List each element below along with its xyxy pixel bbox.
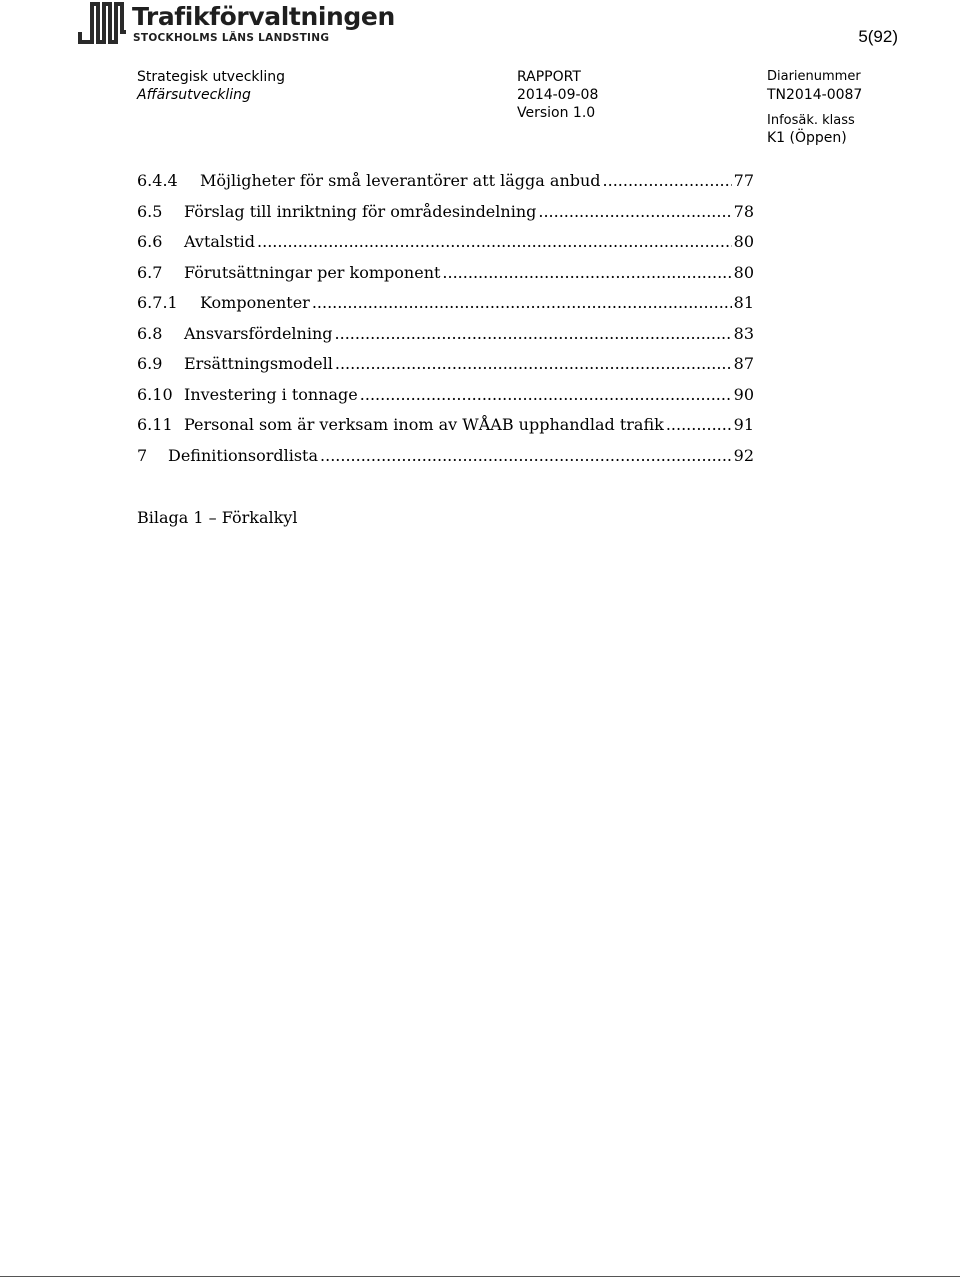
classification-label: Infosäk. klass [767, 113, 855, 128]
toc-entry-title: Förslag till inriktning för områdesindelning [184, 201, 537, 221]
toc-entry[interactable] [137, 380, 754, 411]
registration-label: Diarienummer [767, 69, 861, 84]
unit-name: Affärsutveckling [137, 87, 251, 103]
toc-entry-page: 80 [733, 232, 754, 251]
toc-entry-title: Ersättningsmodell [184, 354, 333, 373]
appendix-reference: Bilaga 1 – Förkalkyl [137, 508, 298, 527]
page-number: 5(92) [858, 27, 898, 46]
document-date: 2014-09-08 [517, 87, 599, 103]
toc-leader-dots [312, 288, 732, 319]
toc-entry-number: 6.7 [137, 262, 163, 282]
toc-entry-number: 6.6 [137, 232, 163, 251]
header-department-block [137, 68, 285, 104]
document-type: RAPPORT [517, 69, 581, 85]
toc-entry[interactable] [137, 319, 754, 350]
toc-entry-number: 6.11 [137, 415, 173, 434]
toc-entry[interactable] [137, 288, 754, 319]
toc-entry-title: Definitionsordlista [168, 445, 319, 465]
logo-title: Trafikförvaltningen [132, 2, 395, 31]
toc-entry-page: 90 [733, 384, 754, 404]
organization-logo [78, 2, 395, 46]
toc-entry-page: 83 [733, 323, 754, 343]
toc-entry-page: 92 [733, 445, 754, 465]
toc-entry[interactable] [137, 166, 754, 197]
toc-entry-number: 6.7.1 [137, 293, 178, 312]
toc-entry-title: Investering i tonnage [184, 384, 358, 404]
toc-entry-title: Ansvarsfördelning [184, 323, 333, 343]
header-document-block [517, 68, 598, 122]
toc-entry[interactable] [137, 441, 754, 472]
toc-entry-title: Förutsättningar per komponent [184, 262, 441, 282]
toc-leader-dots [335, 319, 732, 350]
toc-entry-page: 80 [733, 262, 754, 282]
toc-entry-title: Möjligheter för små leverantörer att lägga anbud [200, 171, 601, 190]
toc-leader-dots [360, 380, 732, 411]
toc-entry[interactable] [137, 349, 754, 380]
toc-entry-page: 91 [733, 415, 754, 434]
toc-entry-title: Personal som är verksam inom av WÅAB upphandlad trafik [184, 415, 664, 434]
toc-entry-page: 77 [733, 171, 754, 190]
toc-leader-dots [538, 197, 731, 228]
toc-entry[interactable] [137, 410, 754, 441]
header-registration-block [767, 68, 862, 148]
toc-entry-number: 6.9 [137, 354, 163, 373]
toc-leader-dots [442, 258, 731, 289]
toc-leader-dots [320, 441, 732, 472]
toc-entry[interactable] [137, 197, 754, 228]
toc-entry[interactable] [137, 227, 754, 258]
toc-entry-title: Komponenter [200, 293, 310, 312]
toc-leader-dots [603, 166, 732, 197]
toc-entry-page: 81 [733, 293, 754, 312]
registration-number: TN2014-0087 [767, 87, 863, 103]
toc-entry-number: 6.4.4 [137, 171, 178, 190]
footer-divider [0, 1276, 960, 1277]
toc-entry-number: 6.5 [137, 201, 163, 221]
toc-leader-dots [257, 227, 732, 258]
toc-entry-number: 6.10 [137, 384, 173, 404]
logo-mark-icon [78, 2, 130, 46]
toc-leader-dots [666, 410, 732, 441]
toc-entry-number: 7 [137, 445, 148, 465]
classification-value: K1 (Öppen) [767, 130, 847, 146]
document-version: Version 1.0 [517, 105, 596, 121]
logo-subtitle: STOCKHOLMS LÄNS LANDSTING [133, 32, 330, 44]
toc-entry-title: Avtalstid [184, 232, 256, 251]
toc-entry[interactable] [137, 258, 754, 289]
department-name: Strategisk utveckling [137, 69, 286, 85]
toc-entry-page: 78 [733, 201, 754, 221]
toc-leader-dots [335, 349, 732, 380]
toc-entry-number: 6.8 [137, 323, 163, 343]
table-of-contents [137, 166, 754, 471]
toc-entry-page: 87 [733, 354, 754, 373]
